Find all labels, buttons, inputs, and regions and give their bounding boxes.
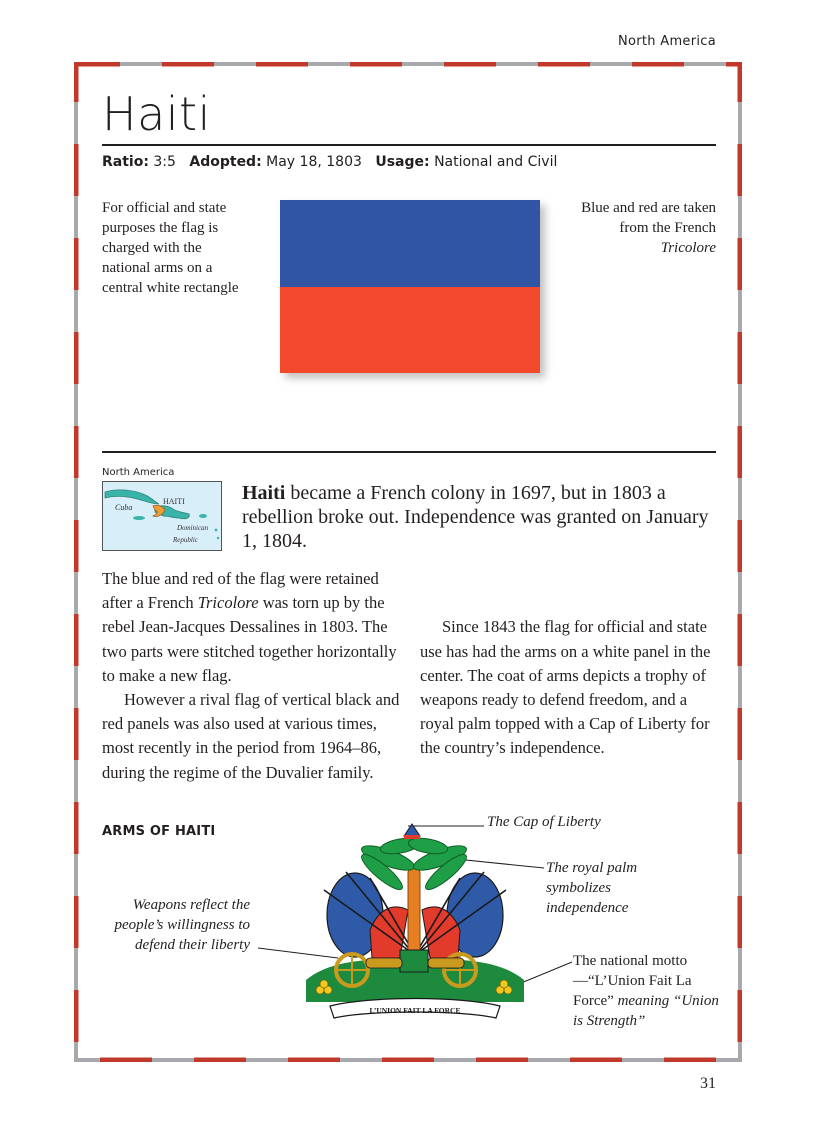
flag-meta — [102, 154, 557, 170]
lead-paragraph — [242, 481, 718, 553]
map-text-republic: Republic — [173, 536, 198, 544]
haiti-flag — [280, 200, 540, 373]
flag-note-right-italic: Tricolore — [660, 240, 716, 256]
arms-cap-band — [404, 835, 420, 839]
caption-royal-palm: The royal palm symbolizes independence — [546, 860, 638, 916]
body-paragraph-2: However a rival flag of vertical black and red panels was also used at various times, most recently in the period from 1964–86, during the regime of the Duvalier family. — [102, 690, 400, 782]
body-paragraph-3: Since 1843 the flag for official and state use has had the arms on a white panel in the center. The coat of arms depicts a trophy of weapons ready to defend freedom, and a royal palm topped with a Cap of Liberty for the country’s independence. — [420, 617, 711, 758]
coat-of-arms — [300, 820, 530, 1030]
locator-map — [102, 481, 222, 551]
caption-motto-meaning: meaning — [617, 993, 670, 1009]
flag-blue-stripe — [280, 200, 540, 287]
body-column-left — [102, 567, 400, 785]
adopted-label: Adopted: — [189, 154, 262, 170]
caption-weapons: Weapons reflect the people’s willingness to defend their liberty — [114, 897, 250, 953]
arms-cannon-right — [428, 958, 464, 968]
map-text-dominican: Dominican — [177, 524, 209, 532]
map-island-dot — [215, 529, 218, 532]
flag-note-right-text: Blue and red are taken from the French — [581, 200, 716, 236]
flag-note-right — [566, 198, 716, 258]
section-label: North America — [617, 34, 716, 49]
map-label: North America — [102, 467, 175, 478]
lead-text: became a French colony in 1697, but in 1803 a rebellion broke out. Independence was granted on January 1, 1804. — [242, 482, 709, 552]
caption-motto-b: “Union is Strength” — [573, 993, 719, 1029]
section-rule — [102, 451, 716, 453]
usage-label: Usage: — [375, 154, 430, 170]
arms-cap-of-liberty — [404, 824, 420, 836]
body-paragraph-1 — [102, 567, 400, 688]
body-column-right — [420, 567, 718, 761]
flag-note-left: For official and state purposes the flag is charged with the national arms on a central white rectangle — [102, 200, 239, 296]
flag-red-stripe — [280, 287, 540, 374]
title-rule — [102, 144, 716, 146]
map-cuba-shape — [105, 490, 159, 504]
arms-drum — [400, 950, 428, 972]
arms-cannon-left — [366, 958, 402, 968]
arms-heading: ARMS OF HAITI — [102, 824, 216, 839]
ratio-value: 3:5 — [153, 154, 176, 170]
map-island-dot — [217, 537, 219, 539]
map-jamaica-shape — [133, 516, 145, 520]
body-p1-italic: Tricolore — [197, 593, 259, 613]
map-text-haiti: HAITI — [163, 497, 185, 506]
caption-cap-of-liberty: The Cap of Liberty — [487, 814, 601, 830]
lead-country: Haiti — [242, 482, 286, 504]
arms-motto-text: L’UNION FAIT LA FORCE — [369, 1006, 461, 1015]
ratio-label: Ratio: — [102, 154, 149, 170]
usage-value: National and Civil — [434, 154, 558, 170]
caption-motto-a: The national motto—“L’Union Fait La Force” — [573, 953, 692, 1009]
page-number: 31 — [700, 1075, 716, 1092]
caption-motto — [573, 951, 723, 1031]
page-title: Haiti — [102, 87, 211, 141]
adopted-value: May 18, 1803 — [266, 154, 362, 170]
body-p1-text-b: was torn up by the rebel Jean-Jacques Dessalines in 1803. The two parts were stitched together horizontally to make a new flag. — [102, 593, 397, 685]
map-puerto-rico-shape — [199, 514, 207, 518]
map-text-cuba: Cuba — [115, 503, 133, 512]
body-p1-text-a: The blue and red of the flag were retained after a French — [102, 569, 379, 613]
